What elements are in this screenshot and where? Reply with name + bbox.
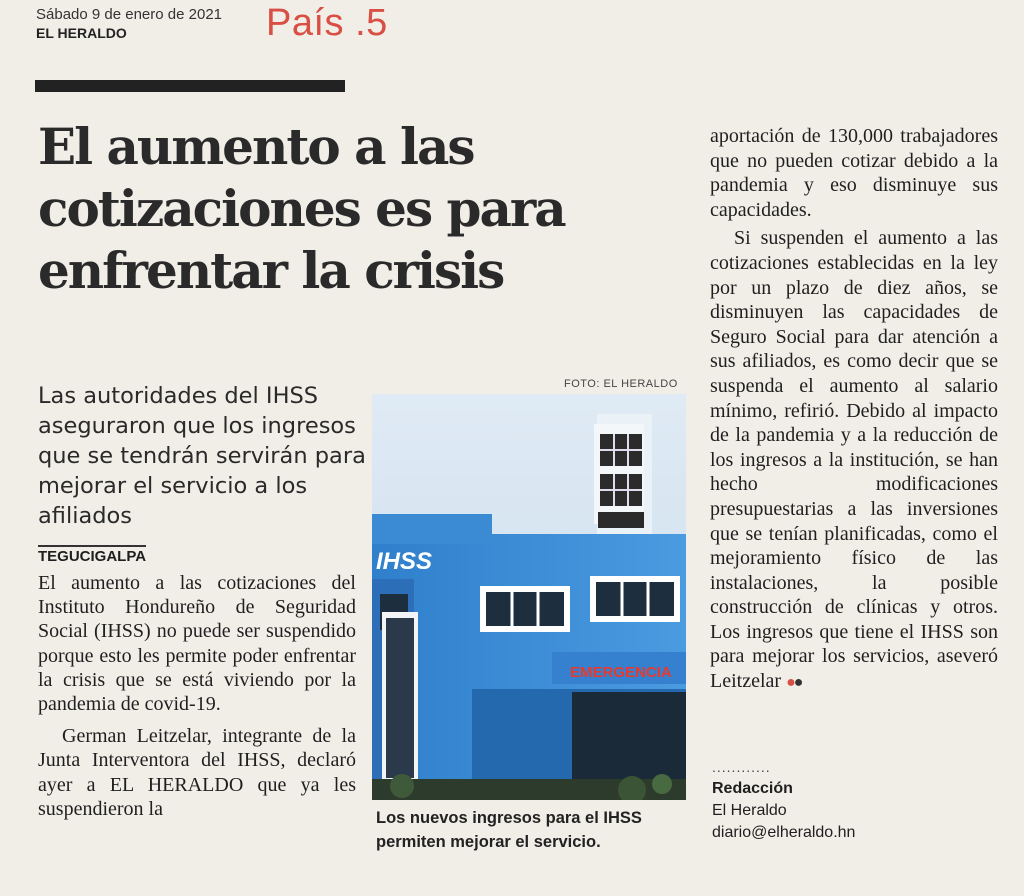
author-email: diario@elheraldo.hn [712,824,856,841]
outlet-name: El Heraldo [712,802,787,819]
article-photo [372,394,686,800]
section-label: País .5 [266,2,388,44]
paragraph: El aumento a las cotizaciones del Instituto Hondureño de Seguridad Social (IHSS) no puede ser suspendido porque esto les permite poder enfrentar la crisis que se está viviendo por la pandemia de covid-19. [38,572,356,716]
photo-caption: Los nuevos ingresos para el IHSS permiten mejorar el servicio. [376,809,642,851]
headline: El aumento a las cotizaciones es para enfrentar la crisis [38,117,565,300]
author-signature [712,760,855,842]
paragraph-text: Si suspenden el aumento a las cotizaciones establecidas en la ley por un plazo de diez años, se disminuyen las capacidades de Seguro Social para dar atención a sus afiliados, es como decir que se suspenda el aumento al salario mínimo, refirió. Debido al impacto de la pandemia y a la reducción de los ingresos a la institución, se han hecho modificaciones presupuestarias a las inversiones que se tenían planificadas, como el mejoramiento físico de las instalaciones, la posible construcción de clínicas y otros. Los ingresos que tiene el IHSS son para mejorar los servicios, aseveró Leitzelar [710,227,998,693]
paragraph: German Leitzelar, integrante de la Junta Interventora del IHSS, declaró ayer a EL HERALDO que ya les suspendieron la [38,725,356,820]
paragraph-with-end-mark [710,226,998,695]
emergency-sign-text: EMERGENCIA [570,664,672,681]
photo-credit: FOTO: EL HERALDO [564,378,678,390]
end-mark-dark-dot-icon: ● [793,674,804,692]
author-name: Redacción [712,780,793,797]
issue-date: Sábado 9 de enero de 2021 [36,6,222,23]
headline-rule [35,80,345,92]
signature-rule: ............ [712,759,771,775]
end-mark-red-dot-icon: ● [786,674,794,692]
dateline: TEGUCIGALPA [38,545,146,566]
page-header [36,6,222,41]
ihss-building-illustration [372,394,686,800]
article-column-2 [710,124,998,696]
paragraph: aportación de 130,000 trabajadores que no pueden cotizar debido a la pandemia y eso disminuye sus capacidades. [710,125,998,221]
subheadline: Las autoridades del IHSS aseguraron que los ingresos que se tendrán servirán para mejorar el servicio a los afiliados [38,383,366,529]
building-sign-text: IHSS [376,548,433,575]
newspaper-name: EL HERALDO [36,25,127,41]
article-column-1 [38,571,356,821]
